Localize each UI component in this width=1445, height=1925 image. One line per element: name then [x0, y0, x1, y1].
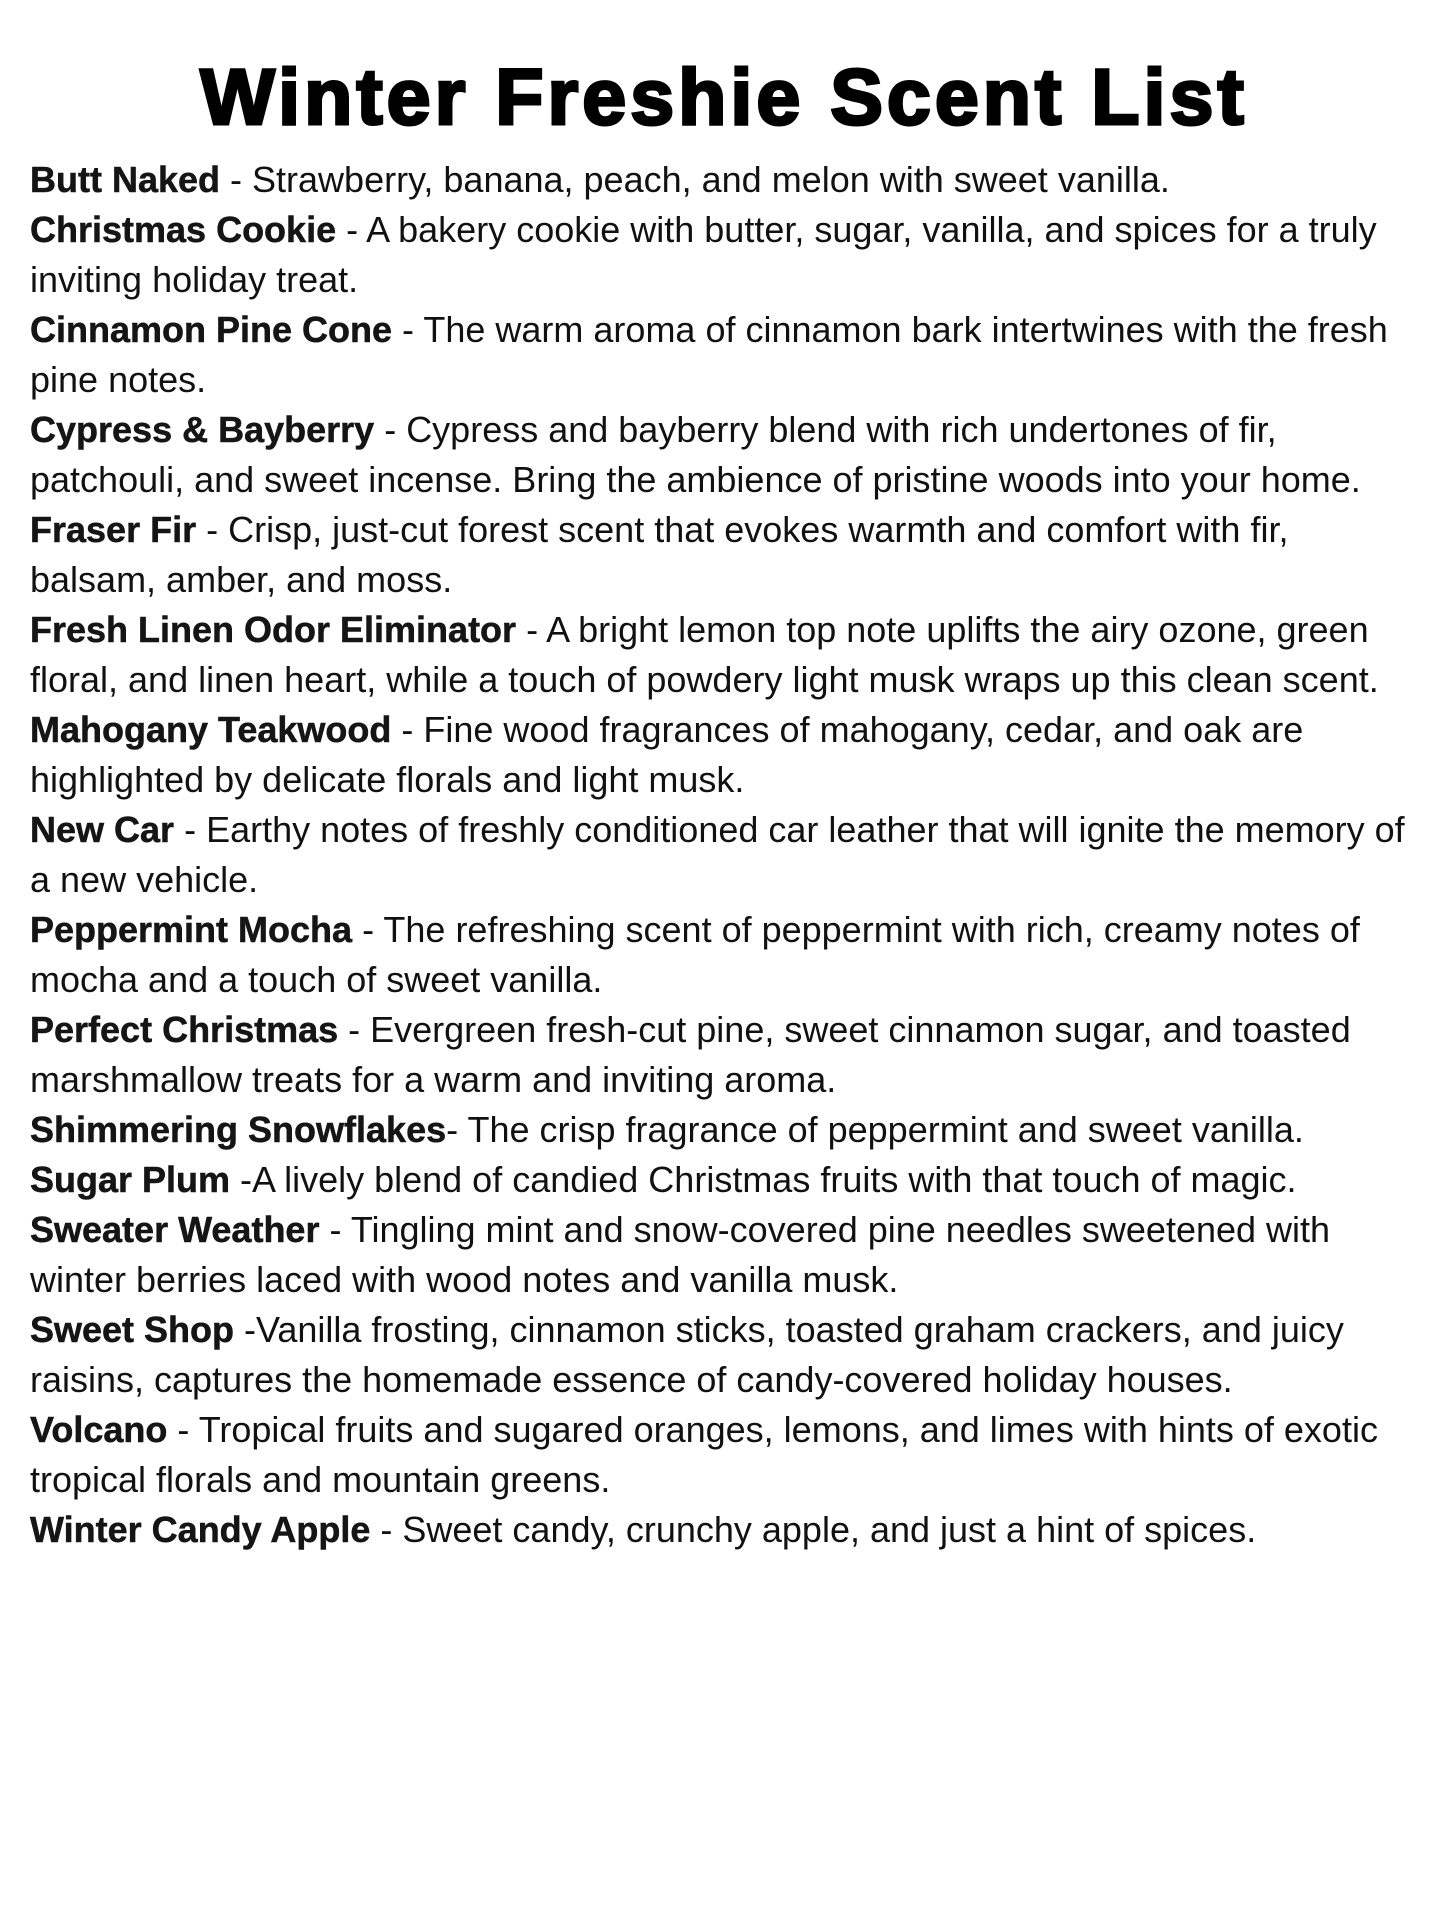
scent-description: The refreshing scent of peppermint with rich, creamy notes of mocha and a touch of sweet vanilla.: [30, 908, 1370, 1000]
scent-item: [30, 1105, 1418, 1155]
scent-name: Perfect Christmas: [30, 1008, 339, 1050]
scent-item: [30, 405, 1418, 505]
scent-description: Vanilla frosting, cinnamon sticks, toasted graham crackers, and juicy raisins, captures the homemade essence of candy-covered holiday houses.: [30, 1308, 1354, 1400]
scent-description: Earthy notes of freshly conditioned car leather that will ignite the memory of a new vehicle.: [30, 808, 1415, 900]
scent-separator: -: [220, 158, 253, 200]
scent-name: Shimmering Snowflakes: [30, 1108, 447, 1150]
scent-description: The warm aroma of cinnamon bark intertwines with the fresh pine notes.: [30, 308, 1398, 400]
page-title: Winter Freshie Scent List: [200, 52, 1248, 141]
scent-item: [30, 305, 1418, 405]
scent-description: The crisp fragrance of peppermint and sweet vanilla.: [467, 1108, 1304, 1150]
scent-separator: -: [196, 508, 229, 550]
scent-name: Cypress & Bayberry: [30, 408, 375, 450]
scent-name: Mahogany Teakwood: [30, 708, 392, 750]
scent-description: Evergreen fresh-cut pine, sweet cinnamon sugar, and toasted marshmallow treats for a warm and inviting aroma.: [30, 1008, 1361, 1100]
scent-name: Cinnamon Pine Cone: [30, 308, 393, 350]
scent-name: New Car: [30, 808, 175, 850]
scent-description: Tropical fruits and sugared oranges, lemons, and limes with hints of exotic tropical florals and mountain greens.: [30, 1408, 1388, 1500]
scent-name: Peppermint Mocha: [30, 908, 353, 950]
scent-separator: -: [374, 408, 407, 450]
scent-item: [30, 205, 1418, 305]
scent-separator: -: [336, 208, 367, 250]
scent-name: Winter Candy Apple: [30, 1508, 371, 1550]
scent-separator: -: [352, 908, 384, 950]
scent-item: [30, 605, 1418, 705]
scent-name: Volcano: [30, 1408, 168, 1450]
scent-separator: -: [230, 1158, 253, 1200]
scent-description: A bright lemon top note uplifts the airy ozone, green floral, and linen heart, while a touch of powdery light musk wraps up this clean scent.: [30, 608, 1379, 700]
scent-name: Fraser Fir: [30, 508, 197, 550]
scent-item: [30, 1405, 1418, 1505]
scent-separator: -: [234, 1308, 257, 1350]
scent-description: Cypress and bayberry blend with rich undertones of fir, patchouli, and sweet incense. Bring the ambience of pristine woods into your home.: [30, 408, 1361, 500]
scent-item: [30, 805, 1418, 905]
scent-description: Crisp, just-cut forest scent that evokes warmth and comfort with fir, balsam, amber, and moss.: [30, 508, 1299, 600]
scent-description: Fine wood fragrances of mahogany, cedar, and oak are highlighted by delicate florals and light musk.: [30, 708, 1314, 800]
scent-description: Sweet candy, crunchy apple, and just a hint of spices.: [402, 1508, 1257, 1550]
scent-separator: -: [391, 708, 424, 750]
scent-name: Sweater Weather: [30, 1208, 320, 1250]
scent-name: Sugar Plum: [30, 1158, 231, 1200]
scent-item: [30, 155, 1418, 205]
scent-item: [30, 505, 1418, 605]
scent-list: [30, 155, 1418, 1555]
scent-item: [30, 1005, 1418, 1105]
scent-description: A bakery cookie with butter, sugar, vanilla, and spices for a truly inviting holiday treat.: [30, 208, 1387, 300]
scent-description: Tingling mint and snow-covered pine needles sweetened with winter berries laced with wood notes and vanilla musk.: [30, 1208, 1341, 1300]
scent-name: Christmas Cookie: [30, 208, 337, 250]
scent-description: Strawberry, banana, peach, and melon with sweet vanilla.: [252, 158, 1170, 200]
scent-item: [30, 1155, 1418, 1205]
scent-description: A lively blend of candied Christmas fruits with that touch of magic.: [252, 1158, 1297, 1200]
scent-separator: -: [319, 1208, 351, 1250]
scent-item: [30, 705, 1418, 805]
scent-item: [30, 905, 1418, 1005]
scent-separator: -: [338, 1008, 371, 1050]
scent-separator: -: [516, 608, 547, 650]
scent-item: [30, 1505, 1418, 1555]
scent-name: Sweet Shop: [30, 1308, 235, 1350]
scent-separator: -: [167, 1408, 199, 1450]
scent-separator: -: [446, 1108, 468, 1150]
scent-separator: -: [370, 1508, 403, 1550]
scent-item: [30, 1205, 1418, 1305]
scent-item: [30, 1305, 1418, 1405]
scent-separator: -: [174, 808, 207, 850]
scent-name: Fresh Linen Odor Eliminator: [30, 608, 517, 650]
scent-separator: -: [392, 308, 424, 350]
scent-name: Butt Naked: [30, 158, 221, 200]
document-page: [0, 54, 1445, 1925]
